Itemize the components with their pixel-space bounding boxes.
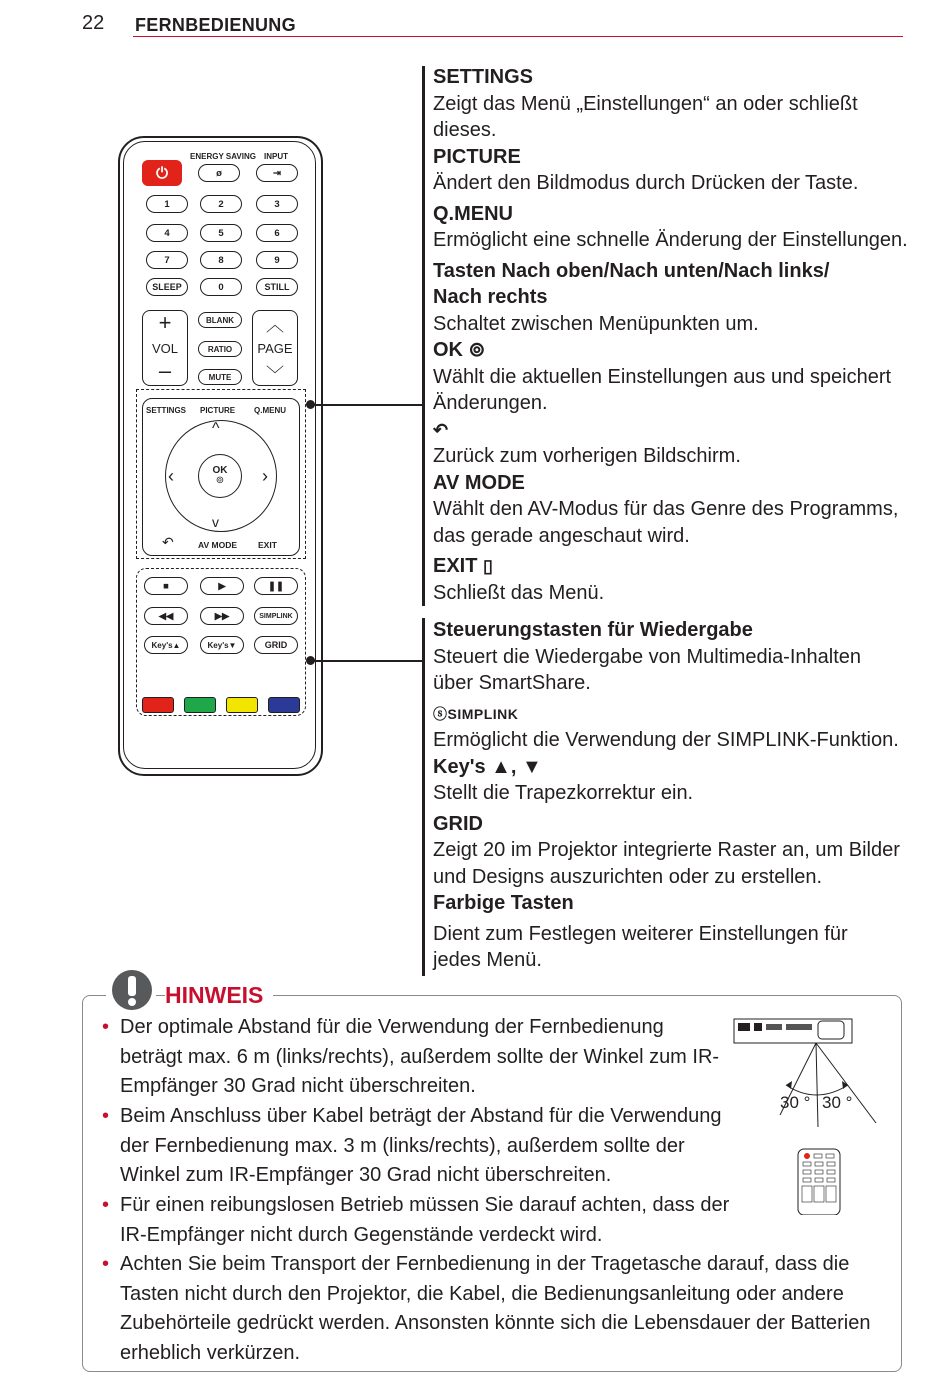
fast-forward-icon: ▶▶ <box>214 610 230 622</box>
keys-text: Stellt die Trapezkorrektur ein. <box>433 782 694 804</box>
volume-rocker[interactable] <box>142 310 188 386</box>
description-column-bottom <box>433 617 913 974</box>
color-text: Dient zum Festlegen weiterer Einstellungen für jedes Menü. <box>433 922 848 971</box>
minus-icon: – <box>158 358 172 383</box>
energy-saving-button[interactable] <box>198 164 240 182</box>
ok-button[interactable] <box>198 454 242 498</box>
stop-button[interactable] <box>144 577 188 595</box>
back-text: Zurück zum vorherigen Bildschirm. <box>433 445 741 467</box>
leaf-icon: ø <box>216 167 222 179</box>
bullet-icon: • <box>102 1194 110 1216</box>
page-number: 22 <box>82 12 105 34</box>
green-button[interactable] <box>184 697 216 713</box>
settings-text: Zeigt das Menü „Einstellungen“ an oder schließt dieses. <box>433 92 858 141</box>
power-button[interactable]: ⏻ <box>142 160 182 186</box>
energy-saving-label: ENERGY SAVING <box>190 152 256 161</box>
exit-key[interactable]: EXIT <box>258 540 277 550</box>
nav-connector-line <box>311 404 423 406</box>
play-icon: ▶ <box>218 580 226 592</box>
bullet-icon: • <box>102 1105 110 1127</box>
exit-heading-row <box>433 553 913 580</box>
description-column-top <box>433 64 913 606</box>
settings-heading: SETTINGS <box>433 66 534 88</box>
description-bracket-bottom <box>422 618 425 976</box>
playback-heading: Steuerungstasten für Wiedergabe <box>433 619 753 641</box>
input-button[interactable] <box>256 164 298 182</box>
up-arrow-icon[interactable]: ^ <box>212 420 220 437</box>
keys-heading: Key's ▲, ▼ <box>433 755 542 778</box>
right-arrow-icon[interactable]: › <box>262 466 268 486</box>
remote-illustration <box>118 136 323 776</box>
exit-text: Schließt das Menü. <box>433 581 605 604</box>
input-icon: ⇥ <box>273 167 281 179</box>
num-key-5[interactable]: 5 <box>200 224 242 242</box>
still-button[interactable]: STILL <box>256 278 298 296</box>
ok-text: Wählt die aktuellen Einstellungen aus und speichert Änderungen. <box>433 365 892 414</box>
picture-key[interactable]: PICTURE <box>200 406 236 415</box>
down-arrow-icon[interactable]: v <box>212 514 219 530</box>
left-arrow-icon[interactable]: ‹ <box>168 466 174 486</box>
ok-heading: OK ⊚ <box>433 339 486 361</box>
num-key-4[interactable]: 4 <box>146 224 188 242</box>
back-icon[interactable]: ↶ <box>162 534 174 550</box>
ok-dot-icon: ⊚ <box>215 475 225 486</box>
sleep-button[interactable]: SLEEP <box>146 278 188 296</box>
chevron-down-icon: ﹀ <box>266 365 284 385</box>
grid-text: Zeigt 20 im Projektor integrierte Raster an, um Bilder und Designs auszurichten oder zu erstellen. <box>433 839 900 888</box>
num-key-6[interactable]: 6 <box>256 224 298 242</box>
section-title: FERNBEDIENUNG <box>135 15 296 35</box>
blue-button[interactable] <box>268 697 300 713</box>
exit-heading: EXIT <box>433 555 478 577</box>
num-key-2[interactable]: 2 <box>200 195 242 213</box>
note-title: HINWEIS <box>165 982 273 1009</box>
red-button[interactable] <box>142 697 174 713</box>
pause-button[interactable] <box>254 577 298 595</box>
picture-heading: PICTURE <box>433 145 521 168</box>
yellow-button[interactable] <box>226 697 258 713</box>
num-key-0[interactable]: 0 <box>200 278 242 296</box>
playback-text: Steuert die Wiedergabe von Multimedia-Inhalten über SmartShare. <box>433 645 862 694</box>
num-key-1[interactable]: 1 <box>146 195 188 213</box>
pause-icon: ❚❚ <box>268 580 284 592</box>
angle-right-label: 30 ° <box>822 1093 853 1112</box>
note-item-1: • Der optimale Abstand für die Verwendung der Fernbedienung beträgt max. 6 m (links/rechts), außerdem sollte der Winkel zum IR-Empfänger 30 Grad nicht überschreiten. <box>120 1013 720 1102</box>
projector-angle-svg <box>730 1015 880 1215</box>
back-icon-glyph: ↶ <box>433 419 449 440</box>
settings-key[interactable]: SETTINGS <box>146 406 187 415</box>
avmode-text: Wählt den AV-Modus für das Genre des Programms, das gerade angeschaut wird. <box>433 498 899 547</box>
simplink-icon: ⓢ <box>433 705 448 722</box>
qmenu-text: Ermöglicht eine schnelle Änderung der Einstellungen. <box>433 229 908 251</box>
simplink-button[interactable]: SIMPLINK <box>254 607 298 625</box>
exclamation-icon <box>106 969 156 1011</box>
playback-connector-line <box>311 660 423 662</box>
keys-up-button[interactable]: Key's▲ <box>144 636 188 654</box>
page-rocker[interactable] <box>252 310 298 386</box>
play-button[interactable] <box>200 577 244 595</box>
simplink-logo: ⓢSIMPLINK <box>433 705 519 722</box>
angle-diagram <box>730 1015 880 1215</box>
avmode-heading: AV MODE <box>433 471 525 494</box>
blank-button[interactable]: BLANK <box>198 312 242 328</box>
num-key-9[interactable]: 9 <box>256 251 298 269</box>
qmenu-key[interactable]: Q.MENU <box>254 406 286 415</box>
keys-down-button[interactable]: Key's▼ <box>200 636 244 654</box>
num-key-3[interactable]: 3 <box>256 195 298 213</box>
vol-label: VOL <box>151 341 178 356</box>
arrows-heading: Tasten Nach oben/Nach unten/Nach links/ Nach rechts <box>433 259 830 308</box>
color-heading: Farbige Tasten <box>433 892 574 914</box>
rewind-icon: ◀◀ <box>158 610 174 622</box>
description-bracket-top <box>422 66 425 606</box>
picture-text: Ändert den Bildmodus durch Drücken der Taste. <box>433 172 859 194</box>
grid-button[interactable]: GRID <box>254 636 298 654</box>
num-key-8[interactable]: 8 <box>200 251 242 269</box>
qmenu-heading: Q.MENU <box>433 202 513 225</box>
ratio-button[interactable]: RATIO <box>198 341 242 357</box>
note-icon-wrap <box>106 969 156 1011</box>
num-key-7[interactable]: 7 <box>146 251 188 269</box>
plus-icon: + <box>158 310 172 335</box>
exit-icon: ▯ <box>483 556 493 576</box>
fast-forward-button[interactable] <box>200 607 244 625</box>
note-item-4: • Achten Sie beim Transport der Fernbedienung in der Tragetasche darauf, dass die Tasten nicht durch den Projektor, die Kabel, die Bedienungsanleitung oder andere Zubehörteile gedrückt werden. Ansonsten könnte sich die Lebensdauer der Batterien erheblich verkürzen. <box>120 1250 895 1368</box>
page-label: PAGE <box>257 341 293 356</box>
ok-label: OK <box>212 465 228 476</box>
chevron-up-icon: ︿ <box>266 315 284 335</box>
note-item-2: • Beim Anschluss über Kabel beträgt der Abstand für die Verwendung der Fernbedienung max. 3 m (links/rechts), außerdem sollte der Winkel zum IR-Empfänger 30 Grad nicht überschreiten. <box>120 1102 738 1191</box>
note-item-3: • Für einen reibungslosen Betrieb müssen Sie darauf achten, dass der IR-Empfänger nicht durch Gegenstände verdeckt wird. <box>120 1191 738 1250</box>
grid-heading: GRID <box>433 812 483 835</box>
av-mode-key[interactable]: AV MODE <box>198 540 238 550</box>
angle-left-label: 30 ° <box>780 1093 811 1112</box>
input-label: INPUT <box>264 152 288 161</box>
simplink-text: Ermöglicht die Verwendung der SIMPLINK-Funktion. <box>433 729 899 751</box>
mute-button[interactable]: MUTE <box>198 369 242 385</box>
bullet-icon: • <box>102 1253 110 1275</box>
stop-icon: ■ <box>163 580 169 592</box>
rewind-button[interactable] <box>144 607 188 625</box>
bullet-icon: • <box>102 1016 110 1038</box>
header-rule <box>133 36 903 37</box>
arrows-text: Schaltet zwischen Menüpunkten um. <box>433 312 759 335</box>
